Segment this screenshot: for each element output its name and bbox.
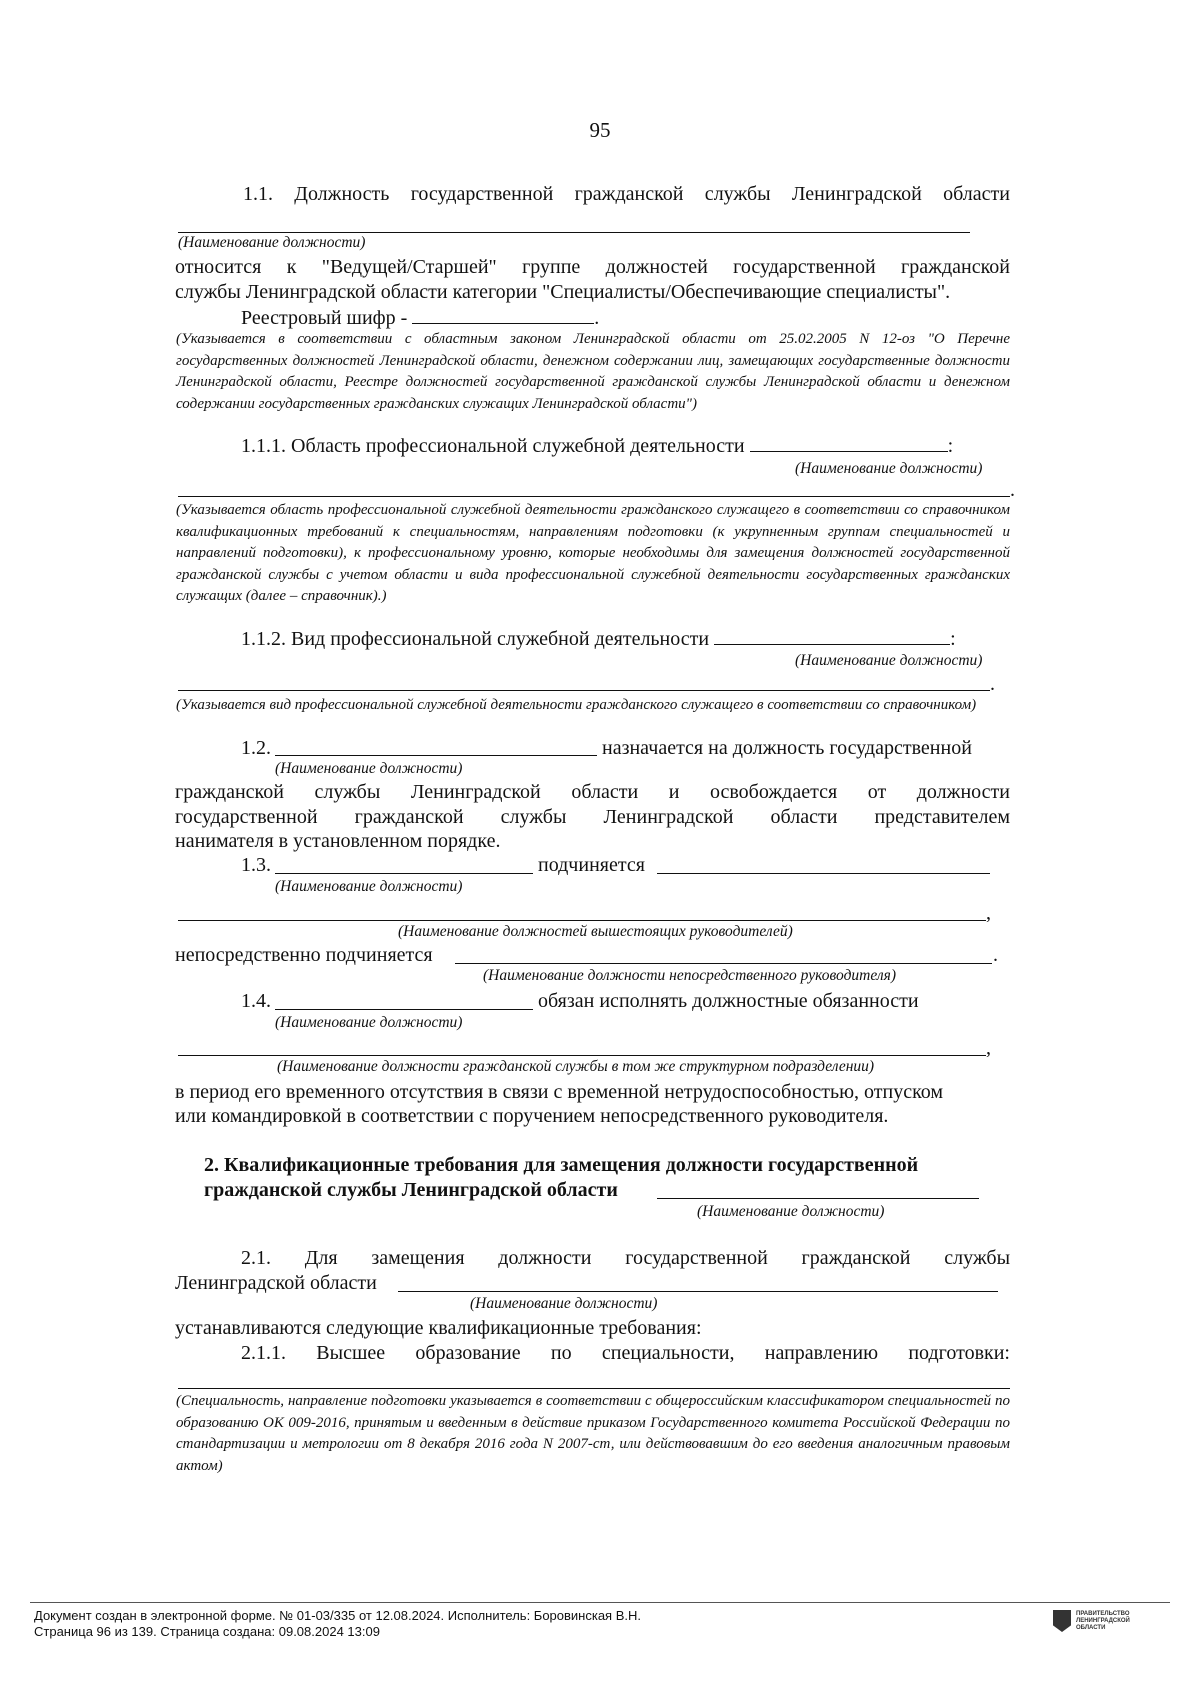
- s1-1-caption: (Наименование должности): [178, 234, 366, 251]
- s1-1-2-end: :: [950, 628, 956, 650]
- s1-2-line2: государственной гражданской службы Ленинградской области представителем: [175, 806, 1010, 828]
- s1-1-line1: относится к "Ведущей/Старшей" группе должностей государственной гражданской: [175, 256, 1010, 278]
- s1-4-comma: ,: [986, 1037, 991, 1059]
- s2-1-field[interactable]: [398, 1291, 998, 1292]
- s1-1-1-label: 1.1.1. Область профессиональной служебной деятельности: [241, 435, 745, 457]
- s1-3-caption: (Наименование должности): [275, 878, 463, 895]
- s1-4-caption: (Наименование должности): [275, 1014, 463, 1031]
- s1-1-2-text: [241, 626, 956, 651]
- s1-1-2-caption: (Наименование должности): [795, 652, 983, 669]
- s2-1-line2: Ленинградской области: [175, 1272, 377, 1294]
- s2-1-1-blank[interactable]: [178, 1388, 1010, 1389]
- s1-2-field[interactable]: [275, 755, 597, 756]
- s1-1-1-text: [241, 433, 953, 458]
- footer: [34, 1608, 641, 1640]
- s1-2-num: 1.2.: [241, 737, 271, 759]
- page-number: 95: [589, 118, 611, 142]
- s2-1-line1: 2.1. Для замещения должности государственной гражданской службы: [241, 1247, 1010, 1269]
- s1-3-dot: .: [993, 944, 998, 966]
- s1-1-note: (Указывается в соответствии с областным законом Ленинградской области от 25.02.2005 N 12-оз "О Перечне государственных должностей Ленинградской области, денежном содержании лиц, замещающих государственные должности Ленинградской области, Реестре должностей государственной гражданской службы Ленинградской области и денежном содержании государственных гражданских служащих Ленинградской области"): [176, 331, 1010, 412]
- s1-1-2-field[interactable]: [714, 626, 950, 645]
- s1-4-caption2: (Наименование должности гражданской службы в том же структурном подразделении): [277, 1058, 875, 1075]
- s1-2-line1: гражданской службы Ленинградской области и освобождается от должности: [175, 781, 1010, 803]
- s1-4-line2: или командировкой в соответствии с поручением непосредственного руководителя.: [175, 1105, 889, 1127]
- s1-4-field[interactable]: [275, 1009, 533, 1010]
- s1-2-caption: (Наименование должности): [275, 760, 463, 777]
- s1-1-1-end: :: [947, 435, 954, 457]
- s1-4-after: обязан исполнять должностные обязанности: [538, 990, 919, 1012]
- s1-1-line2: службы Ленинградской области категории "Специалисты/Обеспечивающие специалисты".: [175, 281, 951, 303]
- s1-4-blank[interactable]: [178, 1055, 986, 1056]
- s1-1-2-blank[interactable]: [178, 690, 990, 691]
- s1-3-blank[interactable]: [178, 920, 986, 921]
- logo-text: ПРАВИТЕЛЬСТВО ЛЕНИНГРАДСКОЙ ОБЛАСТИ: [1076, 1610, 1130, 1631]
- s2-caption: (Наименование должности): [697, 1203, 885, 1220]
- s1-1-blank[interactable]: [178, 232, 970, 233]
- s1-1-registry: [241, 305, 599, 330]
- government-logo: [1053, 1610, 1130, 1632]
- s1-3-caption3: (Наименование должности непосредственного руководителя): [483, 967, 896, 984]
- s1-2-after: назначается на должность государственной: [602, 737, 972, 759]
- s1-3-direct-field[interactable]: [455, 963, 992, 964]
- s2-1-1-text: 2.1.1. Высшее образование по специальности, направлению подготовки:: [241, 1342, 1010, 1364]
- s1-3-direct: непосредственно подчиняется: [175, 944, 433, 966]
- s1-1-text: 1.1. Должность государственной гражданской службы Ленинградской области: [243, 183, 1010, 205]
- s1-4-line1: в период его временного отсутствия в связи с временной нетрудоспособностью, отпуском: [175, 1081, 944, 1103]
- s1-3-superior-field[interactable]: [657, 873, 990, 874]
- s1-1-1-field[interactable]: [750, 433, 948, 452]
- s1-3-caption2: (Наименование должностей вышестоящих руководителей): [398, 923, 793, 940]
- s2-heading1: 2. Квалификационные требования для замещения должности государственной: [204, 1154, 919, 1176]
- s1-3-comma: ,: [986, 902, 991, 924]
- footer-line1: Документ создан в электронной форме. № 01-03/335 от 12.08.2024. Исполнитель: Боровинская В.Н.: [34, 1608, 641, 1623]
- s1-3-field[interactable]: [275, 873, 533, 874]
- s2-field[interactable]: [657, 1198, 979, 1199]
- s1-4-num: 1.4.: [241, 990, 271, 1012]
- footer-line2: Страница 96 из 139. Страница создана: 09.08.2024 13:09: [34, 1624, 380, 1639]
- s2-heading2: гражданской службы Ленинградской области: [204, 1179, 618, 1201]
- s2-1-1-note: (Специальность, направление подготовки указывается в соответствии с общероссийским классификатором специальностей по образованию ОК 009-2016, принятым и введенным в действие приказом Государственного комитета Российской Федерации по стандартизации и метрологии от 8 декабря 2016 года N 2007-ст, или действовавшим до его введения аналогичным правовым актом): [176, 1393, 1010, 1474]
- s1-1-1-dot: .: [1010, 479, 1015, 501]
- footer-divider: [30, 1602, 1170, 1603]
- coat-of-arms-icon: [1053, 1610, 1071, 1632]
- s1-3-num: 1.3.: [241, 854, 271, 876]
- s1-2-line3: нанимателя в установленном порядке.: [175, 830, 501, 852]
- s1-1-1-note: (Указывается область профессиональной служебной деятельности гражданского служащего в соответствии со справочником квалификационных требований к специальностям, направлениям подготовки (к укрупненным группам специальностей и направлений подготовки), к профессиональному уровню, которые необходимы для замещения должностей государственной гражданской службы с учетом области и вида профессиональной служебной деятельности государственных гражданских служащих (далее – справочник).): [176, 502, 1010, 604]
- registry-label: Реестровый шифр -: [241, 307, 408, 329]
- s2-1-line3: устанавливаются следующие квалификационные требования:: [175, 1317, 702, 1339]
- s1-1-2-label: 1.1.2. Вид профессиональной служебной деятельности: [241, 628, 710, 650]
- s1-1-1-blank[interactable]: [178, 496, 1010, 497]
- s1-1-1-caption: (Наименование должности): [795, 460, 983, 477]
- registry-end: .: [594, 307, 600, 329]
- registry-field[interactable]: [412, 305, 594, 324]
- s1-1-2-dot: .: [990, 673, 995, 695]
- s1-1-2-note: (Указывается вид профессиональной служебной деятельности гражданского служащего в соответствии со справочником): [176, 697, 977, 713]
- s1-3-middle: подчиняется: [538, 854, 645, 876]
- s2-1-caption: (Наименование должности): [470, 1295, 658, 1312]
